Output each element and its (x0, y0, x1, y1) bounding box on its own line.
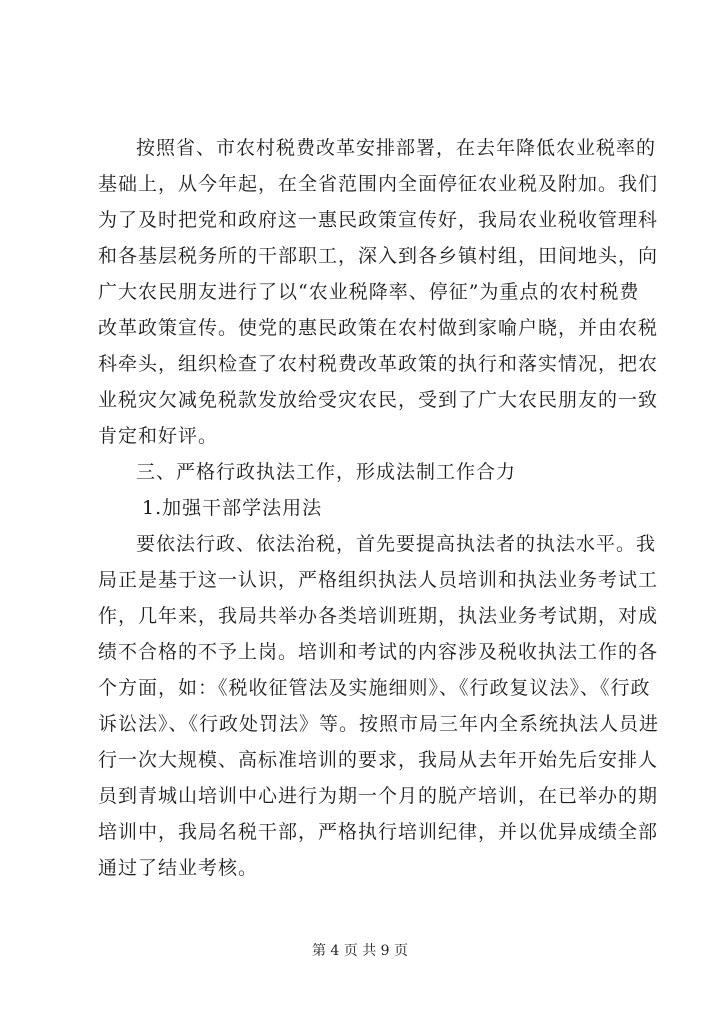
paragraph-line: 作，几年来，我局共举办各类培训班期，执法业务考试期，对成 (98, 605, 659, 627)
paragraph-line: 按照省、市农村税费改革安排部署，在去年降低农业税率的 (136, 137, 657, 159)
paragraph-line: 基础上，从今年起，在全省范围内全面停征农业税及附加。我们 (98, 173, 659, 195)
document-body (98, 130, 660, 886)
subsection-heading: 1.加强干部学法用法 (142, 497, 323, 519)
paragraph-line: 肯定和好评。 (98, 425, 219, 447)
paragraph-law-training (98, 526, 660, 886)
paragraph-line: 科牵头，组织检查了农村税费改革政策的执行和落实情况，把农 (98, 353, 659, 375)
paragraph-line: 局正是基于这一认识，严格组织执法人员培训和执法业务考试工 (98, 569, 659, 591)
section-heading: 三、严格行政执法工作，形成法制工作合力 (136, 461, 517, 483)
paragraph-line: 诉讼法》、《行政处罚法》等。按照市局三年内全系统执法人员进 (98, 713, 660, 735)
paragraph-line: 和各基层税务所的干部职工，深入到各乡镇村组，田间地头，向 (98, 245, 659, 267)
paragraph-line: 为了及时把党和政府这一惠民政策宣传好，我局农业税收管理科 (98, 209, 659, 231)
page-number: 第 4 页 共 9 页 (311, 943, 409, 959)
paragraph-line: 业税灾欠减免税款发放给受灾农民，受到了广大农民朋友的一致 (98, 389, 659, 411)
paragraph-line: 改革政策宣传。使党的惠民政策在农村做到家喻户晓，并由农税 (98, 317, 659, 339)
paragraph-line: 通过了结业考核。 (98, 857, 259, 879)
paragraph-line: 要依法行政、依法治税，首先要提高执法者的执法水平。我 (136, 533, 657, 555)
paragraph-line: 广大农民朋友进行了以“农业税降率、停征”为重点的农村税费 (98, 281, 640, 303)
paragraph-line: 培训中，我局名税干部，严格执行培训纪律，并以优异成绩全部 (98, 821, 659, 843)
paragraph-line: 行一次大规模、高标准培训的要求，我局从去年开始先后安排人 (98, 749, 659, 771)
paragraph-rural-tax-reform (98, 130, 659, 454)
paragraph-line: 绩不合格的不予上岗。培训和考试的内容涉及税收执法工作的各 (98, 641, 659, 663)
paragraph-line: 员到青城山培训中心进行为期一个月的脱产培训，在已举办的期 (98, 785, 659, 807)
paragraph-line: 个方面，如：《税收征管法及实施细则》、《行政复议法》、《行政 (98, 677, 651, 699)
